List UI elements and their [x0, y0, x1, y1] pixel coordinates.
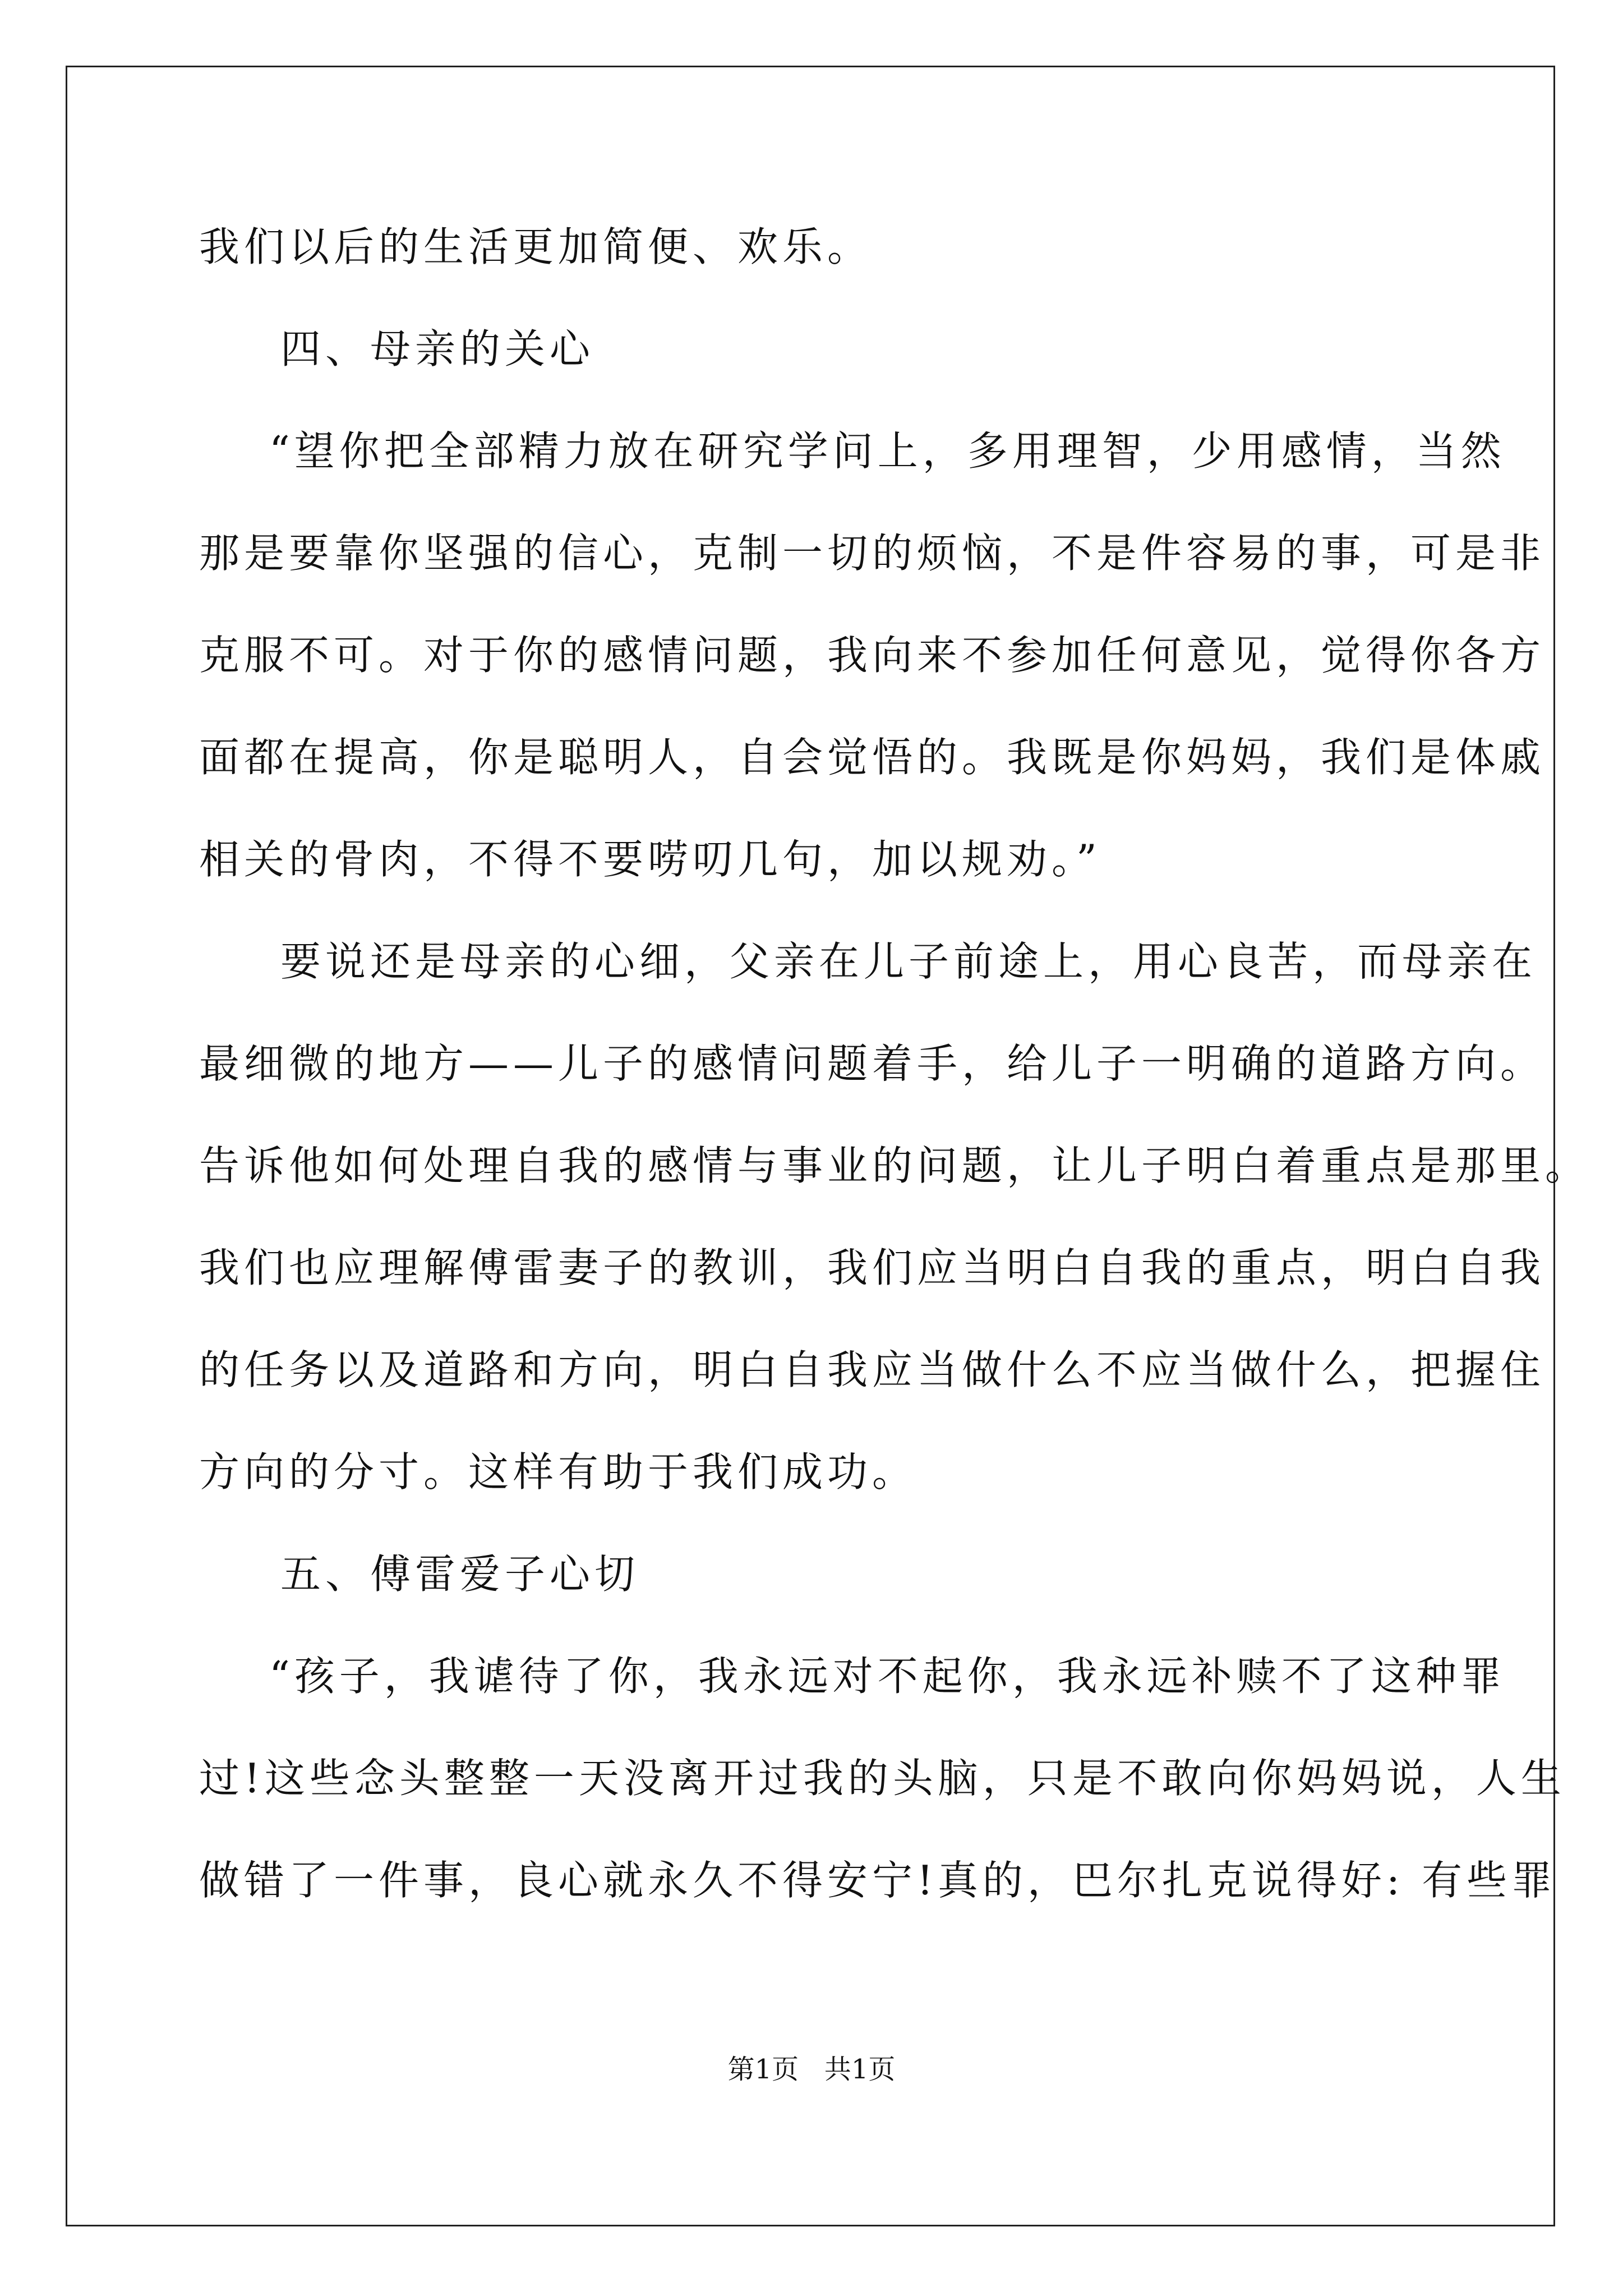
paragraph-line: 我们以后的生活更加简便、欢乐。: [199, 223, 873, 270]
quote-line: 面都在提高，你是聪明人，自会觉悟的。我既是你妈妈，我们是体戚: [199, 734, 1546, 781]
paragraph-line: 最细微的地方——儿子的感情问题着手，给儿子一明确的道路方向。: [199, 1040, 1546, 1087]
paragraph-line: 要说还是母亲的心细，父亲在儿子前途上，用心良苦，而母亲在: [280, 938, 1537, 985]
paragraph-line: 方向的分寸。这样有助于我们成功。: [199, 1448, 917, 1496]
page-number-footer: 第1页 共1页: [727, 2054, 896, 2085]
section-heading: 四、母亲的关心: [280, 325, 595, 372]
quote-line: 做错了一件事，良心就永久不得安宁!真的，巴尔扎克说得好: 有些罪: [199, 1857, 1557, 1904]
quote-line: “望你把全部精力放在研究学问上，多用理智，少用感情，当然: [269, 427, 1506, 475]
quote-line: 那是要靠你坚强的信心，克制一切的烦恼，不是件容易的事，可是非: [199, 530, 1546, 577]
section-heading: 五、傅雷爱子心切: [280, 1550, 640, 1598]
quote-line: 过!这些念头整整一天没离开过我的头脑，只是不敢向你妈妈说，人生: [199, 1755, 1566, 1802]
paragraph-line: 告诉他如何处理自我的感情与事业的问题，让儿子明白着重点是那里。: [199, 1142, 1590, 1189]
paragraph-line: 我们也应理解傅雷妻子的教训，我们应当明白自我的重点，明白自我: [199, 1244, 1546, 1291]
paragraph-line: 的任务以及道路和方向，明白自我应当做什么不应当做什么，把握住: [199, 1346, 1546, 1393]
quote-line: “孩子，我谑待了你，我永远对不起你，我永远补赎不了这种罪: [269, 1653, 1506, 1700]
quote-line: 相关的骨肉，不得不要唠叨几句，加以规劝。”: [199, 836, 1101, 883]
quote-line: 克服不可。对于你的感情问题，我向来不参加任何意见，觉得你各方: [199, 632, 1546, 679]
